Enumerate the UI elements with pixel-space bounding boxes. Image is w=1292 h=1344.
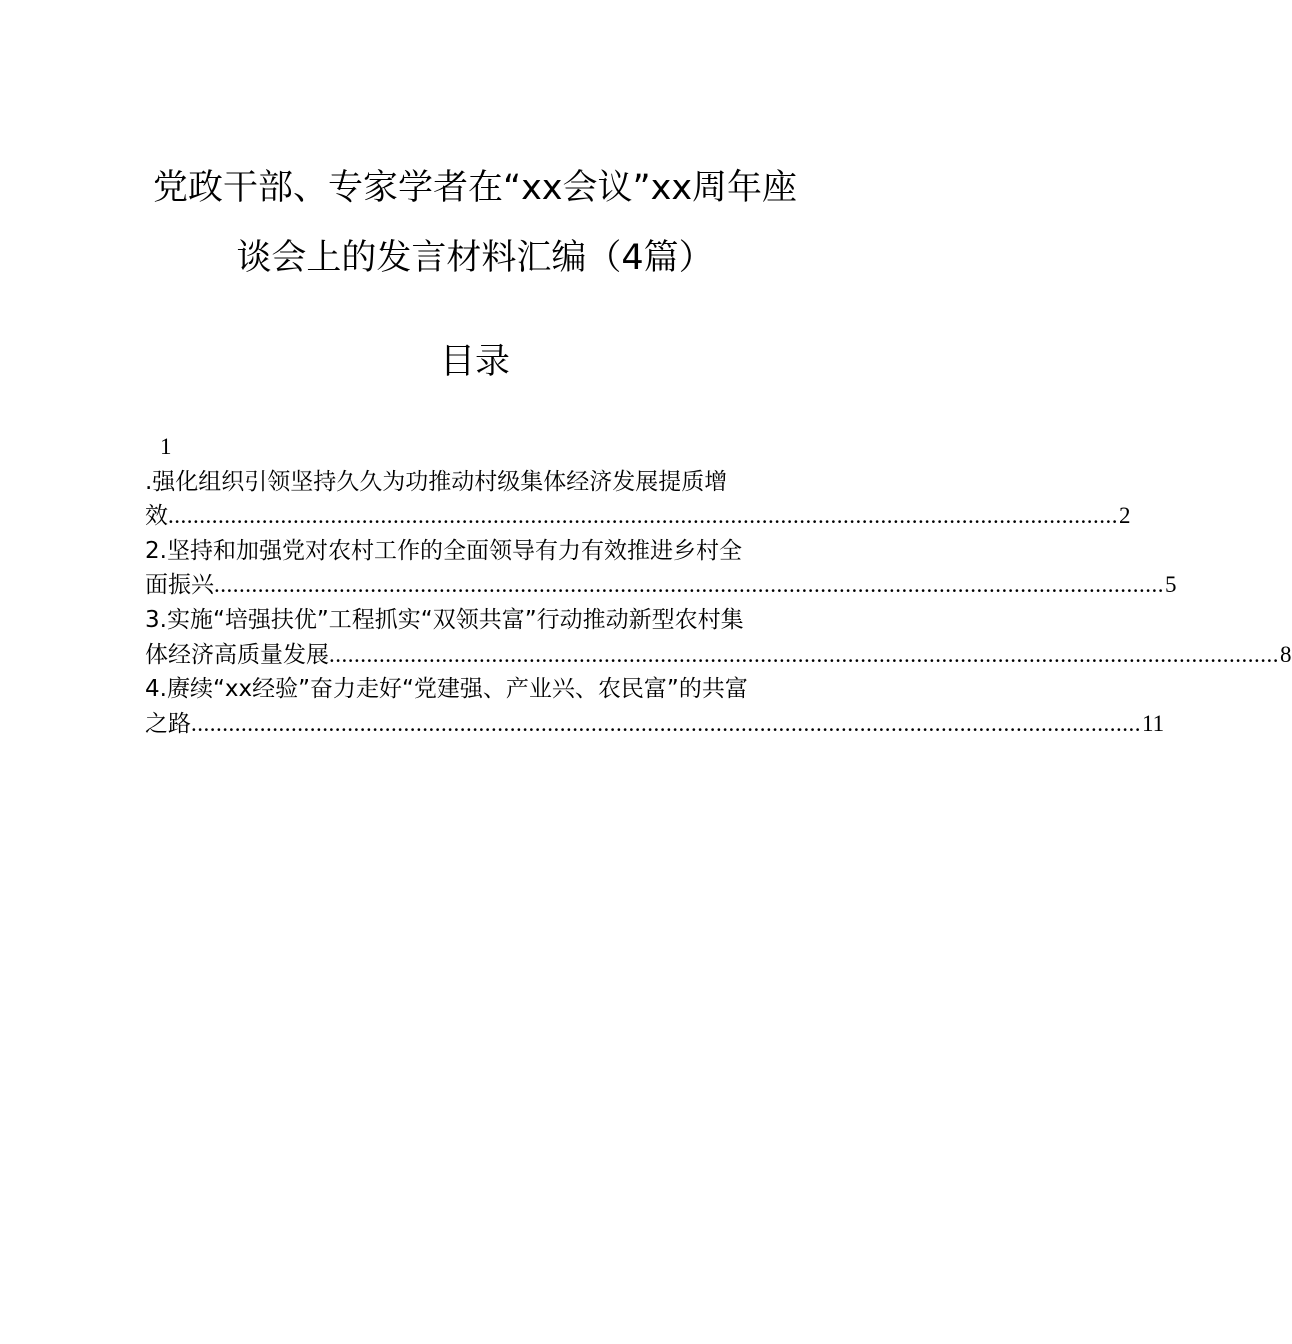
toc-leader-dots: ........................................................................................................................................................ xyxy=(214,572,1164,598)
document-title-line-2: 谈会上的发言材料汇编（4篇） xyxy=(236,238,714,278)
toc-entry-title-line2: 效 xyxy=(145,503,168,530)
toc-entry-4[interactable] xyxy=(145,672,1165,741)
document-title-line-1: 党政干部、专家学者在“xx会议”xx周年座 xyxy=(152,168,798,208)
toc-page-number: 8 xyxy=(1280,641,1292,667)
toc-entry-title-line1: 3.实施“培强扶优”工程抓实“双领共富”行动推动新型农村集 xyxy=(145,606,744,633)
toc-leader-dots: ........................................................................................................................................................ xyxy=(191,710,1141,736)
toc-entry-title-line2: 之路 xyxy=(145,710,191,737)
toc-entry-title-line1: 4.赓续“xx经验”奋力走好“党建强、产业兴、农民富”的共富 xyxy=(145,676,748,703)
toc-entry-number: 1 xyxy=(160,434,172,459)
toc-entry-title-line1: .强化组织引领坚持久久为功推动村级集体经济发展提质增 xyxy=(145,468,728,495)
table-of-contents xyxy=(145,430,1292,741)
toc-leader-dots: ........................................................................................................................................................ xyxy=(329,641,1279,667)
toc-entry-title-line1: 2.坚持和加强党对农村工作的全面领导有力有效推进乡村全 xyxy=(145,537,742,564)
toc-entry-3[interactable] xyxy=(145,603,1292,672)
toc-entry-2[interactable] xyxy=(145,534,1177,603)
toc-entry-title-line2: 面振兴 xyxy=(145,572,214,599)
toc-page-number: 11 xyxy=(1142,710,1165,736)
toc-page-number: 5 xyxy=(1165,572,1177,598)
toc-leader-dots: ........................................................................................................................................................ xyxy=(168,503,1118,529)
toc-page-number: 2 xyxy=(1119,503,1131,529)
toc-entry-title-line2: 体经济高质量发展 xyxy=(145,641,329,668)
toc-heading: 目录 xyxy=(439,342,510,382)
toc-entry-1[interactable] xyxy=(145,430,1131,534)
